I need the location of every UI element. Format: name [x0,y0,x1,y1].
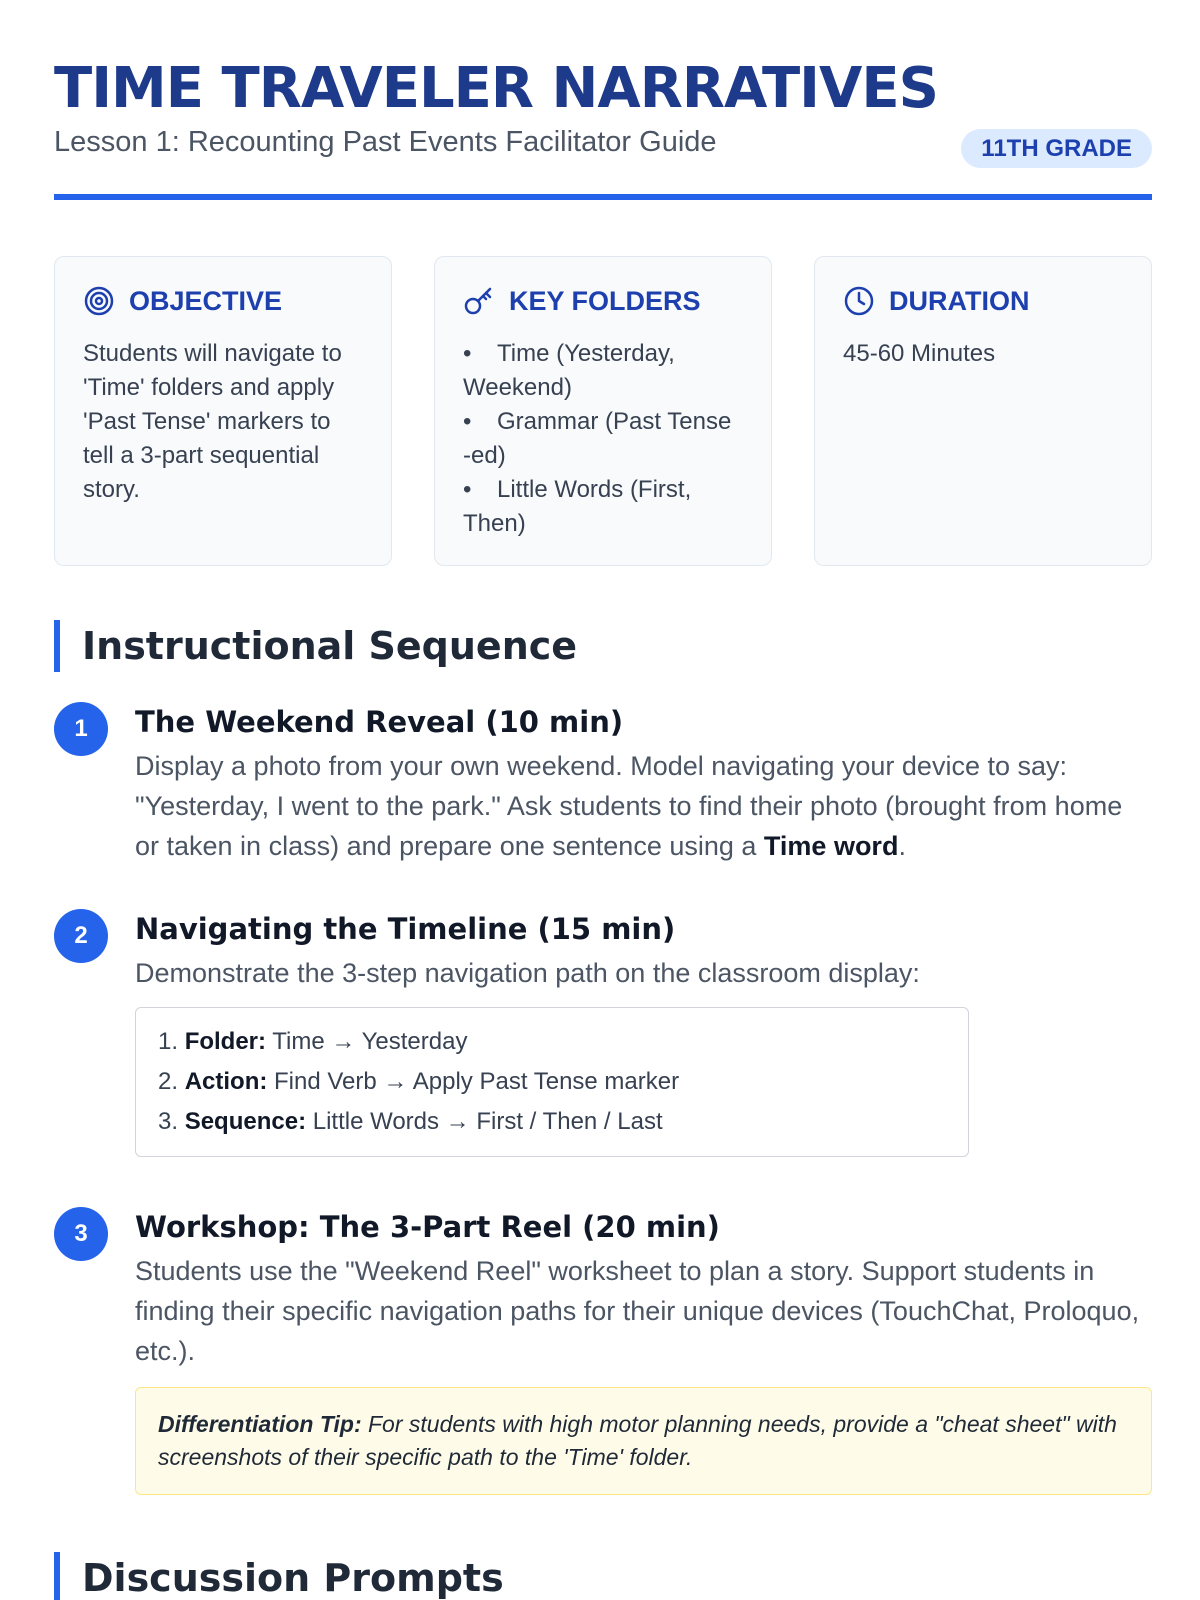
list-item [463,473,743,541]
step-description [135,746,1152,866]
section-heading-discussion-prompts: Discussion Prompts [54,1552,504,1600]
folder-item-label: Little Words (First, Then) [463,476,692,537]
step-text-part: . [898,831,906,861]
step-body [135,909,1152,1157]
path-step [158,1022,946,1062]
path-step-number: 2. [158,1068,179,1095]
objective-card-header [83,283,363,319]
step-title: The Weekend Reveal (10 min) [135,705,624,739]
folder-item-label: Grammar (Past Tense -ed) [463,408,732,469]
list-item [463,405,743,473]
path-step-number: 1. [158,1028,179,1055]
differentiation-tip [135,1387,1152,1495]
path-step [158,1062,946,1102]
duration-card-header [843,283,1123,319]
step-description: Demonstrate the 3-step navigation path on the classroom display: [135,958,920,988]
key-folders-list [463,337,743,541]
objective-text: Students will navigate to 'Time' folders and apply 'Past Tense' markers to tell a 3-part sequential story. [83,340,342,503]
grade-badge: 11TH GRADE [961,129,1152,168]
navigation-path-box [135,1007,969,1157]
target-icon [83,285,115,317]
bullet: • [463,476,472,503]
path-step-label: Sequence: [184,1108,307,1135]
tip-text: For students with high motor planning needs, provide a "cheat sheet" with screenshots of their specific path to the 'Time' folder. [158,1411,1117,1470]
key-icon [463,285,495,317]
step-number-badge: 2 [54,909,108,963]
step-title: Navigating the Timeline (15 min) [135,912,676,946]
key-folders-title: KEY FOLDERS [509,285,701,316]
bullet: • [463,408,472,435]
path-step [158,1102,946,1142]
list-item [463,337,743,405]
path-step-value: Find Verb → Apply Past Tense marker [274,1068,680,1095]
clock-icon [843,285,875,317]
step-body [135,1207,1152,1495]
page-title: TIME TRAVELER NARRATIVES [54,56,938,121]
step-text-part: Display a photo from your own weekend. Model navigating your device to say: "Yesterday, I went to the park." Ask students to find their photo (brought from home or taken in class) and prepare one sentence using a [135,751,1123,861]
page-subtitle: Lesson 1: Recounting Past Events Facilitator Guide [54,126,717,158]
step-title: Workshop: The 3-Part Reel (20 min) [135,1210,720,1244]
path-step-number: 3. [158,1108,179,1135]
duration-title: DURATION [889,285,1030,316]
folder-item-label: Time (Yesterday, Weekend) [463,340,675,401]
section-heading-instructional-sequence: Instructional Sequence [54,620,577,672]
objective-title: OBJECTIVE [129,285,283,316]
path-step-label: Folder: [184,1028,267,1055]
objective-card [54,256,392,566]
step-number-badge: 3 [54,1207,108,1261]
bullet: • [463,340,472,367]
path-step-label: Action: [184,1068,268,1095]
header-divider [54,194,1152,200]
duration-card [814,256,1152,566]
key-folders-card [434,256,772,566]
tip-label: Differentiation Tip: [158,1411,362,1437]
path-step-value: Time → Yesterday [272,1028,468,1055]
duration-text: 45-60 Minutes [843,340,996,367]
step-text-emphasis: Time word [763,831,899,861]
facilitator-guide-page [54,0,1152,1600]
step-number-badge: 1 [54,702,108,756]
key-folders-card-header [463,283,743,319]
path-step-value: Little Words → First / Then / Last [312,1108,663,1135]
step-description: Students use the "Weekend Reel" worksheet to plan a story. Support students in finding their specific navigation paths for their unique devices (TouchChat, Proloquo, etc.). [135,1256,1140,1366]
step-body [135,702,1152,866]
